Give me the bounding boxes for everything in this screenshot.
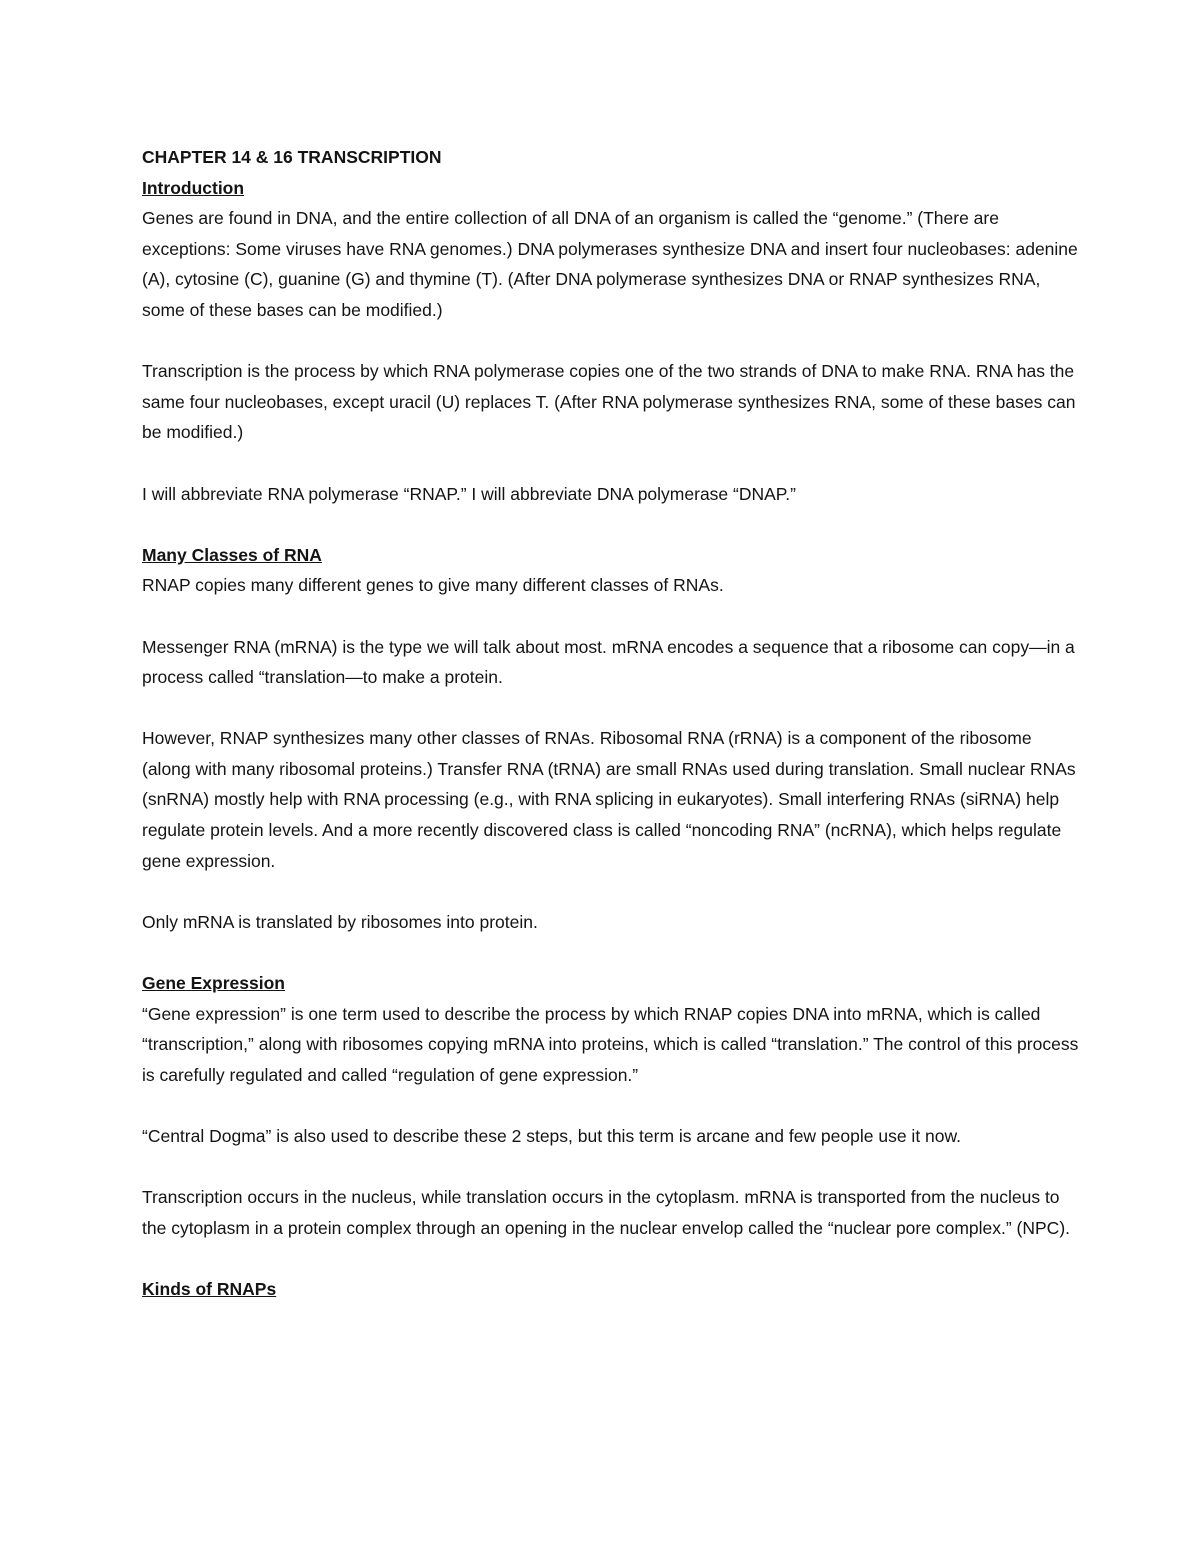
paragraph: Transcription occurs in the nucleus, while translation occurs in the cytoplasm. mRNA is transported from the nucleus to the cytoplasm in a protein complex through an opening in the nuclear envelop called the “nuclear pore complex.” (NPC). — [142, 1187, 1071, 1238]
section-introduction — [142, 173, 1082, 510]
section-gene-expression — [142, 968, 1082, 1243]
document-page — [142, 142, 1082, 1305]
section-heading-kinds-of-rnaps: Kinds of RNAPs — [142, 1278, 277, 1299]
paragraph: “Central Dogma” is also used to describe these 2 steps, but this term is arcane and few people use it now. — [142, 1126, 962, 1146]
paragraph: I will abbreviate RNA polymerase “RNAP.” I will abbreviate DNA polymerase “DNAP.” — [142, 483, 796, 504]
document-title: CHAPTER 14 & 16 TRANSCRIPTION — [142, 147, 442, 167]
section-kinds-of-rnaps — [142, 1274, 1082, 1305]
paragraph: “Gene expression” is one term used to describe the process by which RNAP copies DNA into mRNA, which is called “transcription,” along with ribosomes copying mRNA into proteins, which is called “translation.” The control of this process is carefully regulated and called “regulation of gene expression.” — [142, 1003, 1079, 1085]
section-heading-many-classes: Many Classes of RNA — [142, 544, 322, 565]
section-heading-introduction: Introduction — [142, 177, 245, 198]
paragraph: Genes are found in DNA, and the entire collection of all DNA of an organism is called the “genome.” (There are exceptions: Some viruses have RNA genomes.) DNA polymerases synthesize DNA and insert four nucleobases: adenine (A), cytosine (C), guanine (G) and thymine (T). (After DNA polymerase synthesizes DNA or RNAP synthesizes RNA, some of these bases can be modified.) — [142, 208, 1078, 320]
paragraph: Transcription is the process by which RNA polymerase copies one of the two strands of DNA to make RNA. RNA has the same four nucleobases, except uracil (U) replaces T. (After RNA polymerase synthesizes RNA, some of these bases can be modified.) — [142, 361, 1076, 443]
section-heading-gene-expression: Gene Expression — [142, 973, 285, 994]
paragraph: However, RNAP synthesizes many other classes of RNAs. Ribosomal RNA (rRNA) is a component of the ribosome (along with many ribosomal proteins.) Transfer RNA (tRNA) are small RNAs used during translation. Small nuclear RNAs (snRNA) mostly help with RNA processing (e.g., with RNA splicing in eukaryotes). Small interfering RNAs (siRNA) help regulate protein levels. And a more recently discovered class is called “noncoding RNA” (ncRNA), which helps regulate gene expression. — [142, 728, 1076, 871]
paragraph: Only mRNA is translated by ribosomes into protein. — [142, 911, 538, 932]
section-many-classes-of-rna — [142, 540, 1082, 938]
paragraph: Messenger RNA (mRNA) is the type we will talk about most. mRNA encodes a sequence that a ribosome can copy—in a process called “translation—to make a protein. — [142, 636, 1075, 688]
paragraph: RNAP copies many different genes to give many different classes of RNAs. — [142, 575, 724, 596]
